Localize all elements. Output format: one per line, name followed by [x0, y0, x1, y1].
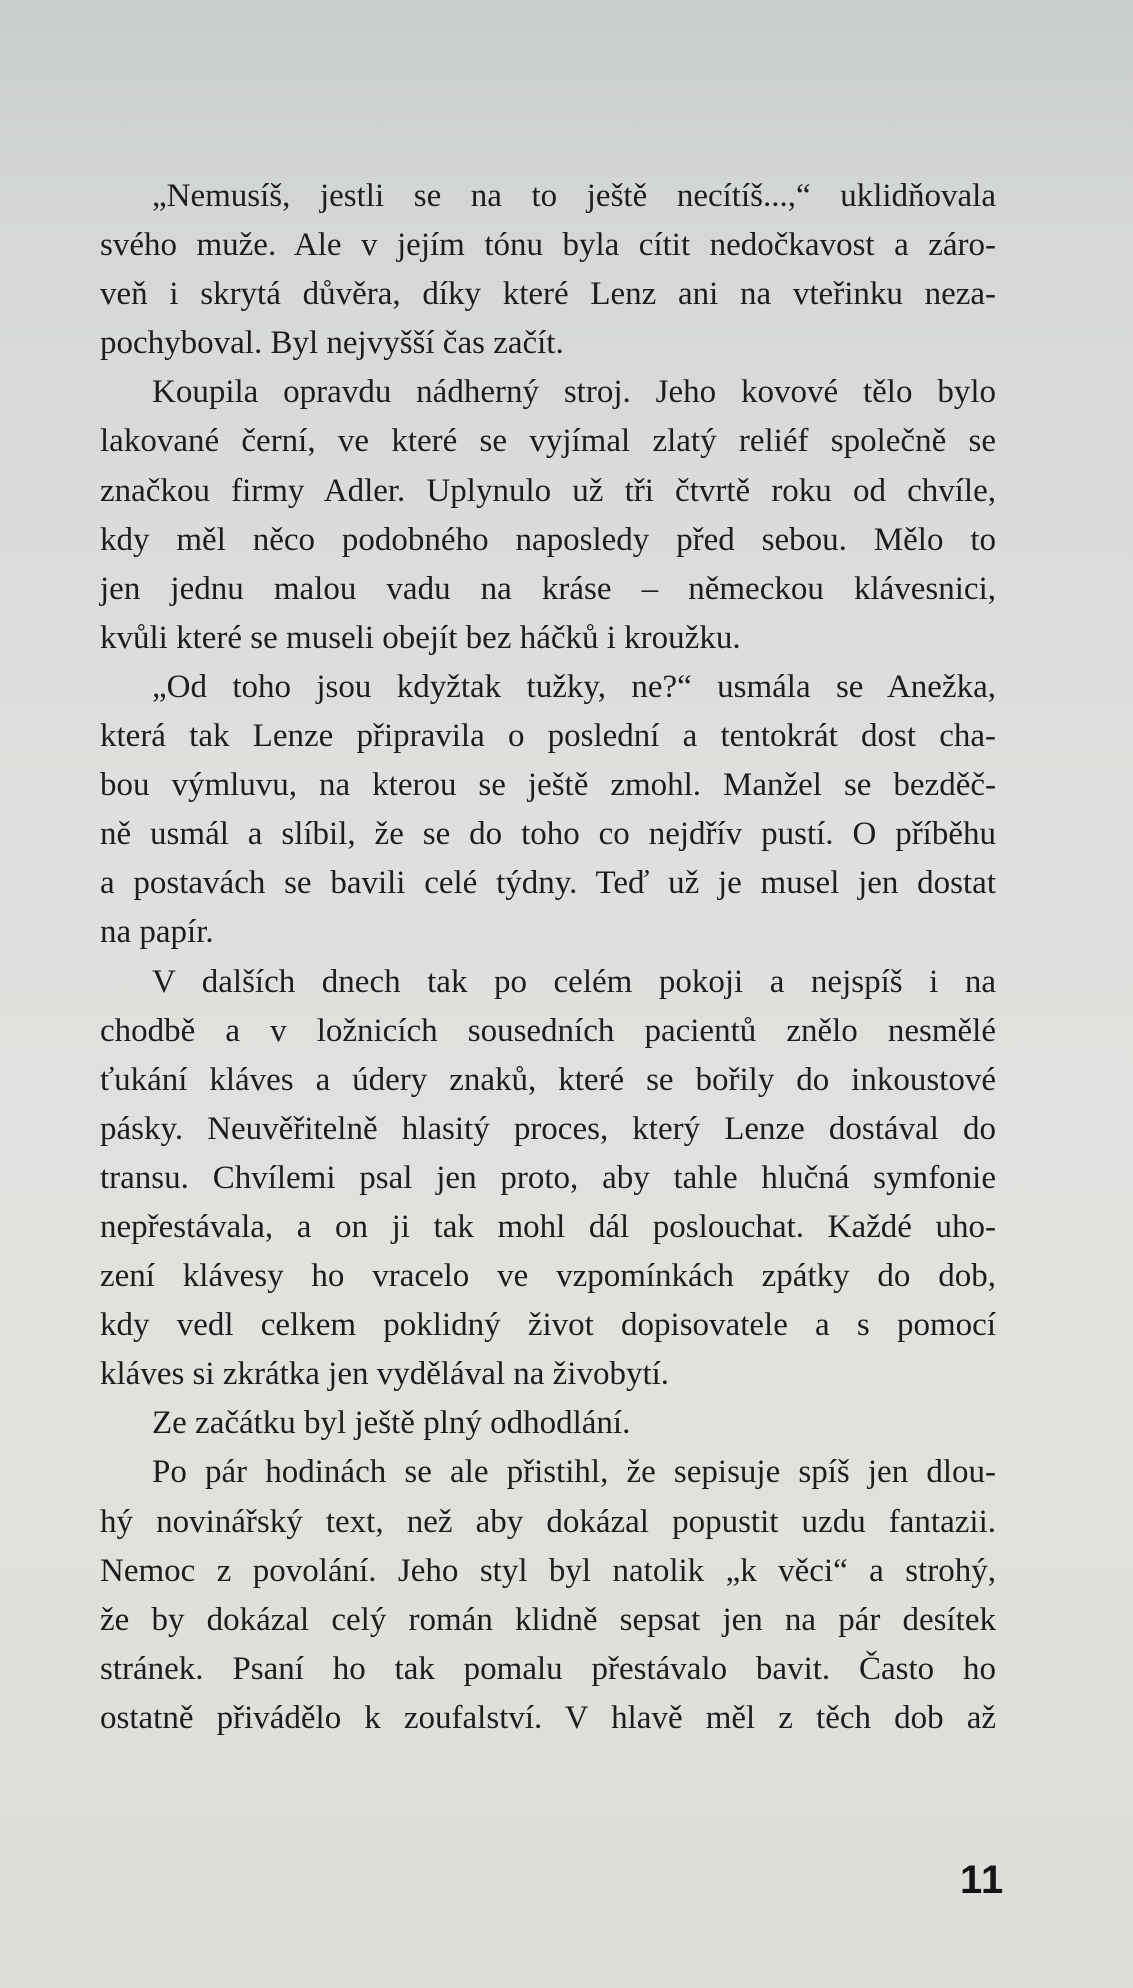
text-line: Koupila opravdu nádherný stroj. Jeho kovové tělo bylo [152, 374, 996, 411]
text-line: ně usmál a slíbil, že se do toho co nejdřív pustí. O příběhu [100, 816, 996, 853]
text-line: „Nemusíš, jestli se na to ještě necítíš...,“ uklidňovala [152, 178, 996, 214]
text-line: kdy měl něco podobného naposledy před sebou. Mělo to [100, 521, 996, 558]
text-line: V dalších dnech tak po celém pokoji a nejspíš i na [152, 963, 996, 1000]
text-line: že by dokázal celý román klidně sepsat jen na pár desítek [100, 1601, 996, 1638]
text-line: kdy vedl celkem poklidný život dopisovatele a s pomocí [100, 1307, 996, 1344]
text-line: která tak Lenze připravila o poslední a tentokrát dost cha- [100, 718, 996, 755]
text-line: chodbě a v ložnicích sousedních pacientů znělo nesmělé [100, 1012, 996, 1049]
text-line: Nemoc z povolání. Jeho styl byl natolik „k věci“ a strohý, [100, 1552, 996, 1589]
text-line: a postavách se bavili celé týdny. Teď už je musel jen dostat [100, 865, 996, 902]
text-line: kláves si zkrátka jen vydělával na živobytí. [100, 1356, 670, 1393]
text-line: zení klávesy ho vracelo ve vzpomínkách zpátky do dob, [100, 1258, 996, 1295]
text-line: značkou firmy Adler. Uplynulo už tři čtvrtě roku od chvíle, [100, 472, 996, 509]
text-line: pásky. Neuvěřitelně hlasitý proces, který Lenze dostával do [100, 1110, 996, 1147]
text-line: stránek. Psaní ho tak pomalu přestávalo bavit. Často ho [100, 1650, 996, 1687]
text-line: ostatně přivádělo k zoufalství. V hlavě měl z těch dob až [100, 1699, 996, 1736]
text-line: nepřestávala, a on ji tak mohl dál poslouchat. Každé uho- [100, 1208, 996, 1245]
text-line: ťukání kláves a údery znaků, které se bořily do inkoustové [100, 1061, 996, 1098]
text-line: bou výmluvu, na kterou se ještě zmohl. Manžel se bezděč- [100, 767, 996, 804]
text-line: Po pár hodinách se ale přistihl, že sepisuje spíš jen dlou- [152, 1454, 996, 1491]
text-line: transu. Chvílemi psal jen proto, aby tahle hlučná symfonie [100, 1159, 996, 1196]
text-line: kvůli které se museli obejít bez háčků i kroužku. [100, 619, 741, 656]
text-line: Ze začátku byl ještě plný odhodlání. [152, 1405, 631, 1442]
text-line: svého muže. Ale v jejím tónu byla cítit nedočkavost a záro- [100, 227, 996, 264]
text-line: hý novinářský text, než aby dokázal popustit uzdu fantazii. [100, 1503, 996, 1540]
text-line: pochyboval. Byl nejvyšší čas začít. [100, 325, 564, 362]
page-number: 11 [960, 1858, 1005, 1902]
text-line: lakované černí, ve které se vyjímal zlatý reliéf společně se [100, 423, 996, 460]
text-line: jen jednu malou vadu na kráse – německou klávesnici, [100, 570, 996, 607]
text-line: „Od toho jsou kdyžtak tužky, ne?“ usmála se Anežka, [152, 668, 996, 705]
text-line: veň i skrytá důvěra, díky které Lenz ani na vteřinku neza- [100, 276, 996, 313]
body-text [100, 172, 996, 1743]
text-line: na papír. [100, 914, 214, 951]
